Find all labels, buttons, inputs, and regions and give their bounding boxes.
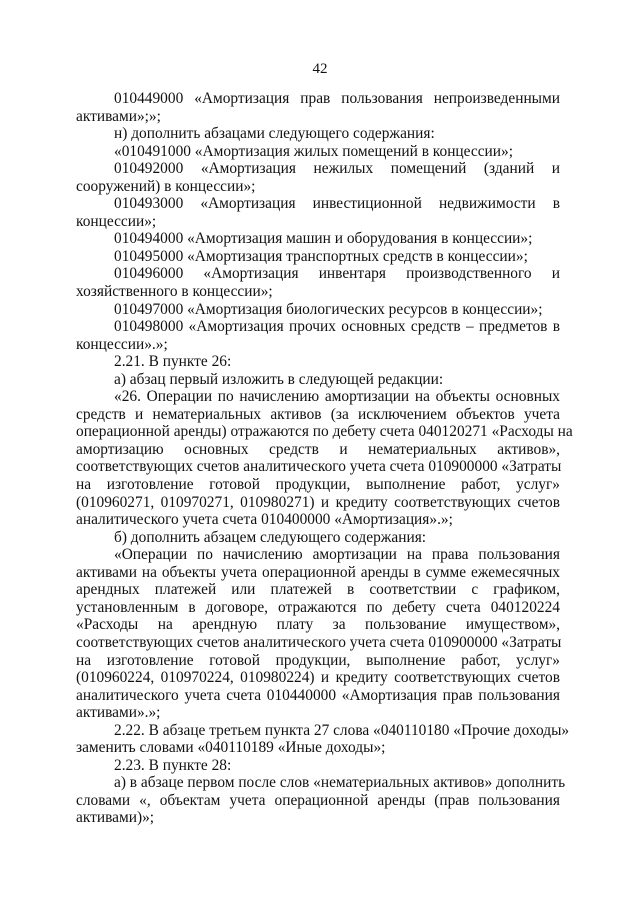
text-line: аналитического учета счета 010400000 «Амортизация».»; — [76, 511, 453, 529]
text-line: концессии».»; — [76, 335, 168, 353]
text-line: «010491000 «Амортизация жилых помещений в концессии»; — [114, 142, 513, 160]
text-line: соответствующих счетов аналитического учета счета 010900000 «Затраты — [76, 458, 562, 476]
text-line: заменить словами «040110189 «Иные доходы»; — [76, 739, 386, 757]
text-line: на изготовление готовой продукции, выполнение работ, услуг» — [76, 651, 560, 669]
text-line: 2.22. В абзаце третьем пункта 27 слова «040110180 «Прочие доходы» — [114, 721, 570, 739]
text-line: аналитического учета счета 010440000 «Амортизация прав пользования — [76, 686, 560, 704]
text-line: «Операции по начислению амортизации на права пользования — [114, 546, 560, 564]
text-line: словами «, объектам учета операционной аренды (прав пользования — [76, 791, 560, 809]
text-line: операционной аренды) отражаются по дебету счета 040120271 «Расходы на — [76, 423, 573, 441]
document-body — [76, 90, 573, 827]
text-line: 2.21. В пункте 26: — [114, 353, 232, 371]
text-line: сооружений) в концессии»; — [76, 177, 256, 195]
text-line: (010960271, 010970271, 010980271) и кредиту соответствующих счетов — [76, 493, 560, 511]
text-line: средств и нематериальных активов (за исключением объектов учета — [76, 405, 560, 423]
text-line: 010493000 «Амортизация инвестиционной недвижимости в — [114, 195, 560, 213]
text-line: а) абзац первый изложить в следующей редакции: — [114, 370, 444, 388]
text-line: активами».»; — [76, 704, 161, 722]
text-line: «Расходы на арендную плату за пользование имуществом», — [76, 616, 560, 634]
text-line: амортизацию основных средств и нематериальных активов», — [76, 440, 560, 458]
text-line: 010494000 «Амортизация машин и оборудования в концессии»; — [114, 230, 533, 248]
text-line: концессии»; — [76, 212, 157, 230]
text-line: «26. Операции по начислению амортизации на объекты основных — [114, 388, 560, 406]
text-line: (010960224, 010970224, 010980224) и кредиту соответствующих счетов — [76, 669, 560, 687]
text-line: н) дополнить абзацами следующего содержания: — [114, 125, 435, 143]
page-number: 42 — [312, 61, 328, 77]
text-line: 2.23. В пункте 28: — [114, 756, 232, 774]
text-line: активами на объекты учета операционной аренды в сумме ежемесячных — [76, 563, 560, 581]
text-line: соответствующих счетов аналитического учета счета 010900000 «Затраты — [76, 633, 562, 651]
text-line: б) дополнить абзацем следующего содержания: — [114, 528, 427, 546]
text-line: а) в абзаце первом после слов «нематериальных активов» дополнить — [114, 774, 566, 792]
text-line: 010495000 «Амортизация транспортных средств в концессии»; — [114, 247, 528, 265]
text-line: 010496000 «Амортизация инвентаря производственного и — [114, 265, 560, 283]
text-line: активами»;»; — [76, 107, 161, 125]
text-line: 010492000 «Амортизация нежилых помещений (зданий и — [114, 160, 560, 178]
text-line: арендных платежей или платежей в соответствии с графиком, — [76, 581, 560, 599]
text-line: 010498000 «Амортизация прочих основных средств – предметов в — [114, 318, 560, 336]
text-line: установленным в договоре, отражаются по дебету счета 040120224 — [76, 598, 560, 616]
text-line: хозяйственного в концессии»; — [76, 283, 273, 301]
text-line: активами)»; — [76, 809, 155, 827]
text-line: 010449000 «Амортизация прав пользования непроизведенными — [114, 90, 560, 107]
text-line: на изготовление готовой продукции, выполнение работ, услуг» — [76, 476, 560, 494]
text-line: 010497000 «Амортизация биологических ресурсов в концессии»; — [114, 300, 543, 318]
